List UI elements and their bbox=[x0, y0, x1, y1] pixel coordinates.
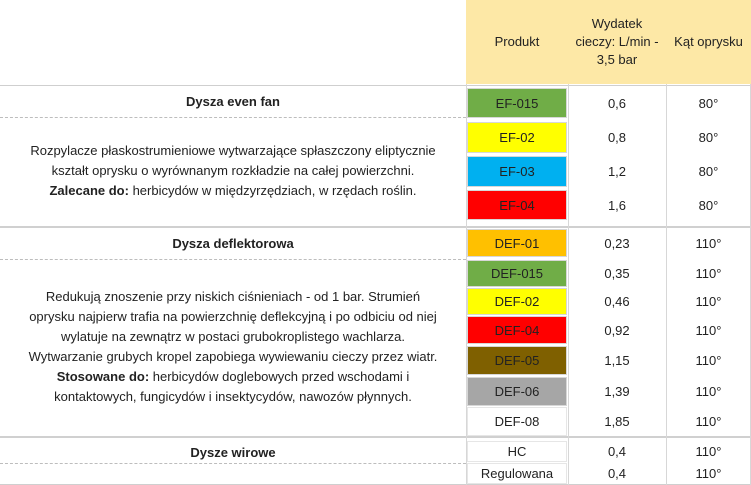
group-title-vortex: Dysze wirowe bbox=[190, 444, 276, 460]
product-code: EF-03 bbox=[467, 156, 567, 187]
product-code: EF-015 bbox=[467, 88, 567, 118]
flow-value: 0,46 bbox=[604, 294, 630, 309]
column-divider bbox=[568, 84, 569, 485]
product-code: DEF-01 bbox=[467, 229, 567, 257]
product-code: DEF-05 bbox=[467, 346, 567, 375]
angle-value: 80° bbox=[698, 197, 719, 213]
angle-value: 110° bbox=[695, 353, 722, 368]
header-flow-label: Wydatek cieczy: L/min - 3,5 bar bbox=[575, 16, 659, 67]
product-code: EF-02 bbox=[467, 122, 567, 153]
flow-value: 0,4 bbox=[607, 466, 627, 481]
product-code: DEF-04 bbox=[467, 316, 567, 344]
group-desc-evenfan: Rozpylacze płaskostrumieniowe wytwarzające spłaszczony eliptycznie kształt oprysku o wyrównanym rozkładzie na całej powierzchni. Zalecane do: herbicydów w międzyrzędziach, w rzędach roślin. bbox=[30, 143, 436, 198]
divider bbox=[0, 259, 466, 260]
angle-value: 110° bbox=[695, 266, 722, 281]
column-divider bbox=[466, 84, 467, 485]
flow-value: 0,92 bbox=[604, 322, 630, 338]
divider bbox=[0, 463, 466, 464]
flow-value: 0,4 bbox=[607, 444, 627, 459]
flow-value: 1,15 bbox=[604, 353, 630, 368]
header-angle bbox=[666, 0, 751, 84]
angle-value: 110° bbox=[695, 414, 722, 429]
angle-value: 110° bbox=[695, 444, 722, 459]
angle-value: 80° bbox=[698, 130, 719, 145]
angle-value: 110° bbox=[695, 235, 722, 251]
header-product bbox=[466, 0, 568, 84]
angle-value: 80° bbox=[698, 164, 719, 179]
product-code: DEF-02 bbox=[467, 288, 567, 315]
angle-value: 110° bbox=[695, 384, 722, 399]
angle-value: 110° bbox=[695, 322, 722, 338]
angle-value: 110° bbox=[695, 466, 722, 481]
header-flow bbox=[568, 0, 666, 84]
angle-value: 80° bbox=[698, 95, 719, 111]
group-title-evenfan: Dysza even fan bbox=[186, 93, 280, 109]
header-angle-label: Kąt oprysku bbox=[674, 34, 743, 49]
flow-value: 0,23 bbox=[604, 235, 630, 251]
product-code: DEF-06 bbox=[467, 377, 567, 406]
angle-value: 110° bbox=[695, 294, 722, 309]
flow-value: 0,8 bbox=[607, 130, 627, 145]
divider bbox=[0, 436, 751, 438]
flow-value: 1,6 bbox=[607, 197, 627, 213]
flow-value: 1,2 bbox=[607, 164, 627, 179]
divider bbox=[0, 117, 466, 118]
product-code: DEF-08 bbox=[467, 407, 567, 436]
flow-value: 0,35 bbox=[604, 266, 630, 281]
product-code: DEF-015 bbox=[467, 260, 567, 287]
product-code: HC bbox=[467, 441, 567, 462]
group-title-deflector: Dysza deflektorowa bbox=[172, 235, 294, 251]
divider bbox=[0, 85, 751, 86]
group-desc-deflector: Redukują znoszenie przy niskich ciśnieniach - od 1 bar. Strumień oprysku najpierw trafia na powierzchnię deflekcyjną i po odbiciu od niej wylatuje na zewnątrz w postaci grubokroplistego wachlarza. Wytwarzanie grubych kropel zapobiega wywiewaniu cieczy przez wiatr. Stosowane do: herbicydów doglebowych przed wschodami i kontaktowych, fungicydów i insektycydów, nawozów płynnych. bbox=[28, 289, 438, 404]
flow-value: 1,39 bbox=[604, 384, 630, 399]
product-code: EF-04 bbox=[467, 190, 567, 220]
divider bbox=[0, 226, 751, 228]
product-code: Regulowana bbox=[467, 463, 567, 484]
flow-value: 0,6 bbox=[607, 95, 627, 111]
flow-value: 1,85 bbox=[604, 414, 630, 429]
header-product-label: Produkt bbox=[494, 34, 540, 49]
column-divider bbox=[666, 84, 667, 485]
